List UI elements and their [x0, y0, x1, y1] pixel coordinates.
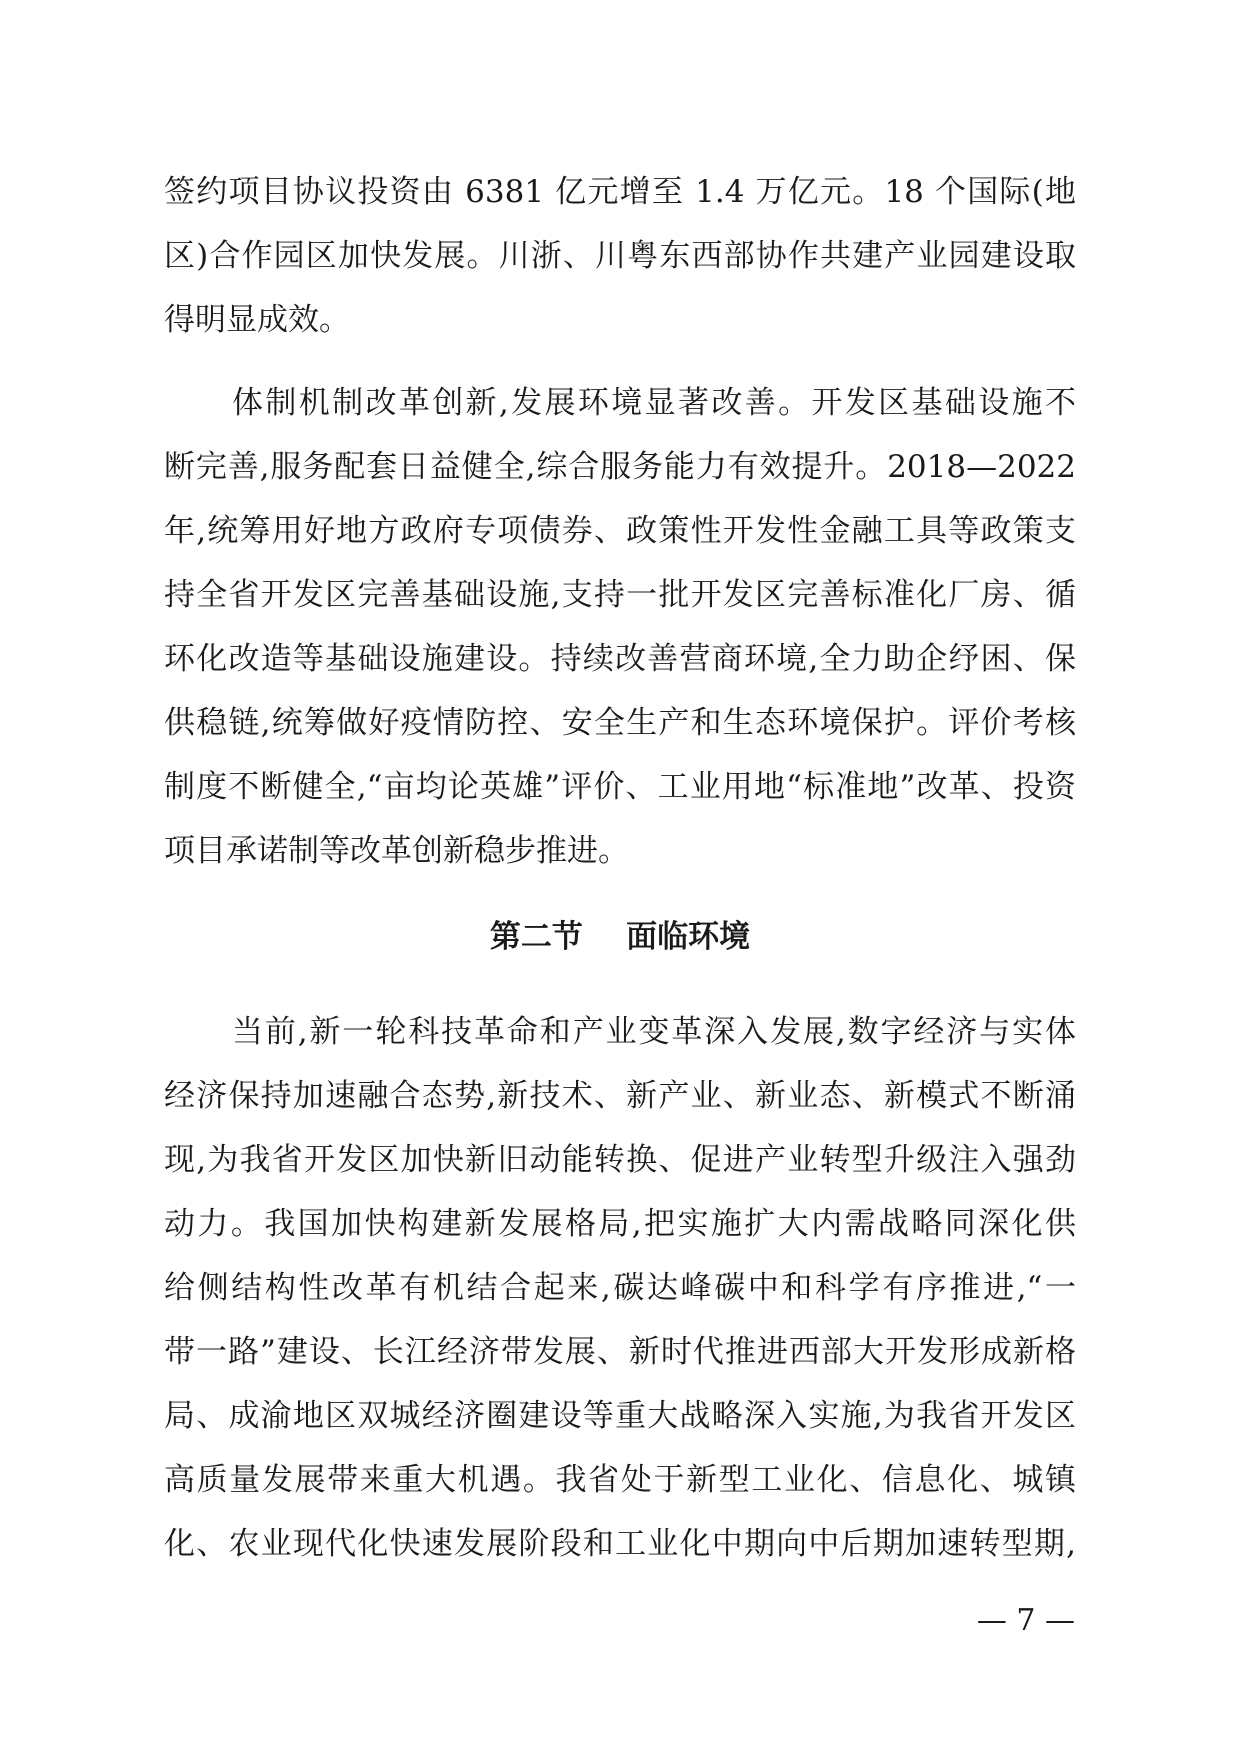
paragraph-3-line-9: 化、农业现代化快速发展阶段和工业化中期向中后期加速转型期,	[164, 1526, 1076, 1562]
paragraph-2-line-1: 体制机制改革创新,发展环境显著改善。开发区基础设施不	[232, 385, 1076, 421]
paragraph-3-line-8: 高质量发展带来重大机遇。我省处于新型工业化、信息化、城镇	[164, 1462, 1076, 1498]
paragraph-3	[164, 1000, 1076, 1576]
paragraph-3-line-1: 当前,新一轮科技革命和产业变革深入发展,数字经济与实体	[232, 1014, 1076, 1050]
paragraph-1-line-2: 区)合作园区加快发展。川浙、川粤东西部协作共建产业园建设取	[164, 238, 1076, 274]
paragraph-1-line-1: 签约项目协议投资由 6381 亿元增至 1.4 万亿元。18 个国际(地	[164, 174, 1076, 210]
paragraph-2-line-6: 供稳链,统筹做好疫情防控、安全生产和生态环境保护。评价考核	[164, 705, 1076, 741]
paragraph-2-line-3: 年,统筹用好地方政府专项债券、政策性开发性金融工具等政策支	[164, 513, 1076, 549]
paragraph-3-line-6: 带一路”建设、长江经济带发展、新时代推进西部大开发形成新格	[164, 1334, 1076, 1370]
paragraph-2-line-2: 断完善,服务配套日益健全,综合服务能力有效提升。2018—2022	[164, 449, 1076, 485]
paragraph-2	[164, 371, 1076, 883]
paragraph-3-line-3: 现,为我省开发区加快新旧动能转换、促进产业转型升级注入强劲	[164, 1142, 1076, 1178]
paragraph-3-line-5: 给侧结构性改革有机结合起来,碳达峰碳中和科学有序推进,“一	[164, 1270, 1076, 1306]
page-number: — 7 —	[976, 1603, 1075, 1638]
paragraph-3-line-4: 动力。我国加快构建新发展格局,把实施扩大内需战略同深化供	[164, 1206, 1076, 1242]
paragraph-2-line-8: 项目承诺制等改革创新稳步推进。	[164, 833, 629, 869]
paragraph-2-line-5: 环化改造等基础设施建设。持续改善营商环境,全力助企纾困、保	[164, 641, 1076, 677]
paragraph-3-line-7: 局、成渝地区双城经济圈建设等重大战略深入实施,为我省开发区	[164, 1398, 1076, 1434]
section-heading: 第二节 面临环境	[489, 919, 751, 955]
paragraph-1	[164, 160, 1076, 352]
paragraph-2-line-7: 制度不断健全,“亩均论英雄”评价、工业用地“标准地”改革、投资	[164, 769, 1076, 805]
paragraph-3-line-2: 经济保持加速融合态势,新技术、新产业、新业态、新模式不断涌	[164, 1078, 1076, 1114]
paragraph-1-line-3: 得明显成效。	[164, 302, 350, 338]
paragraph-2-line-4: 持全省开发区完善基础设施,支持一批开发区完善标准化厂房、循	[164, 577, 1076, 613]
